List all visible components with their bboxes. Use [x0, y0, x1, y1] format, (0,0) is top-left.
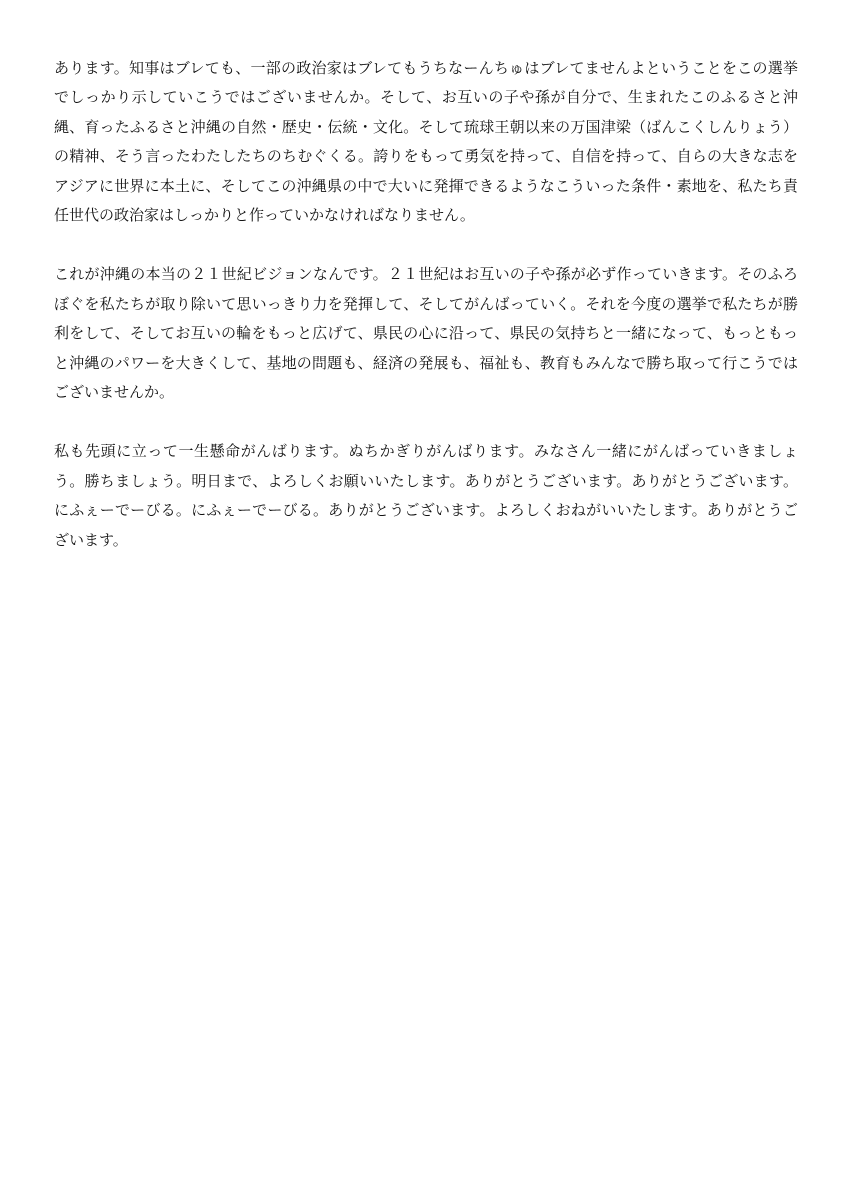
paragraph-2: これが沖縄の本当の２１世紀ビジョンなんです。２１世紀はお互いの子や孫が必ず作っていきます。そのふろぼぐを私たちが取り除いて思いっきり力を発揮して、そしてがんばっていく。それを今度の選挙で私たちが勝利をして、そしてお互いの輪をもっと広げて、県民の心に沿って、県民の気持ちと一緒になって、もっともっと沖縄のパワーを大きくして、基地の問題も、経済の発展も、福祉も、教育もみんなで勝ち取って行こうではございませんか。: [54, 265, 798, 402]
paragraph-1: あります。知事はブレても、一部の政治家はブレてもうちなーんちゅはブレてませんよということをこの選挙でしっかり示していこうではございませんか。そして、お互いの子や孫が自分で、生まれたこのふるさと沖縄、育ったふるさと沖縄の自然・歴史・伝統・文化。そして琉球王朝以来の万国津梁（ばんこくしんりょう）の精神、そう言ったわたしたちのちむぐくる。誇りをもって勇気を持って、自信を持って、自らの大きな志をアジアに世界に本土に、そしてこの沖縄県の中で大いに発揮できるようなこういった条件・素地を、私たち責任世代の政治家はしっかりと作っていかなければなりません。: [54, 59, 798, 225]
document-page: [54, 54, 798, 585]
paragraph-3: 私も先頭に立って一生懸命がんばります。ぬちかぎりがんばります。みなさん一緒にがんばっていきましょう。勝ちましょう。明日まで、よろしくお願いいたします。ありがとうございます。ありがとうございます。にふぇーでーびる。にふぇーでーびる。ありがとうございます。よろしくおねがいいたします。ありがとうございます。: [54, 442, 798, 549]
